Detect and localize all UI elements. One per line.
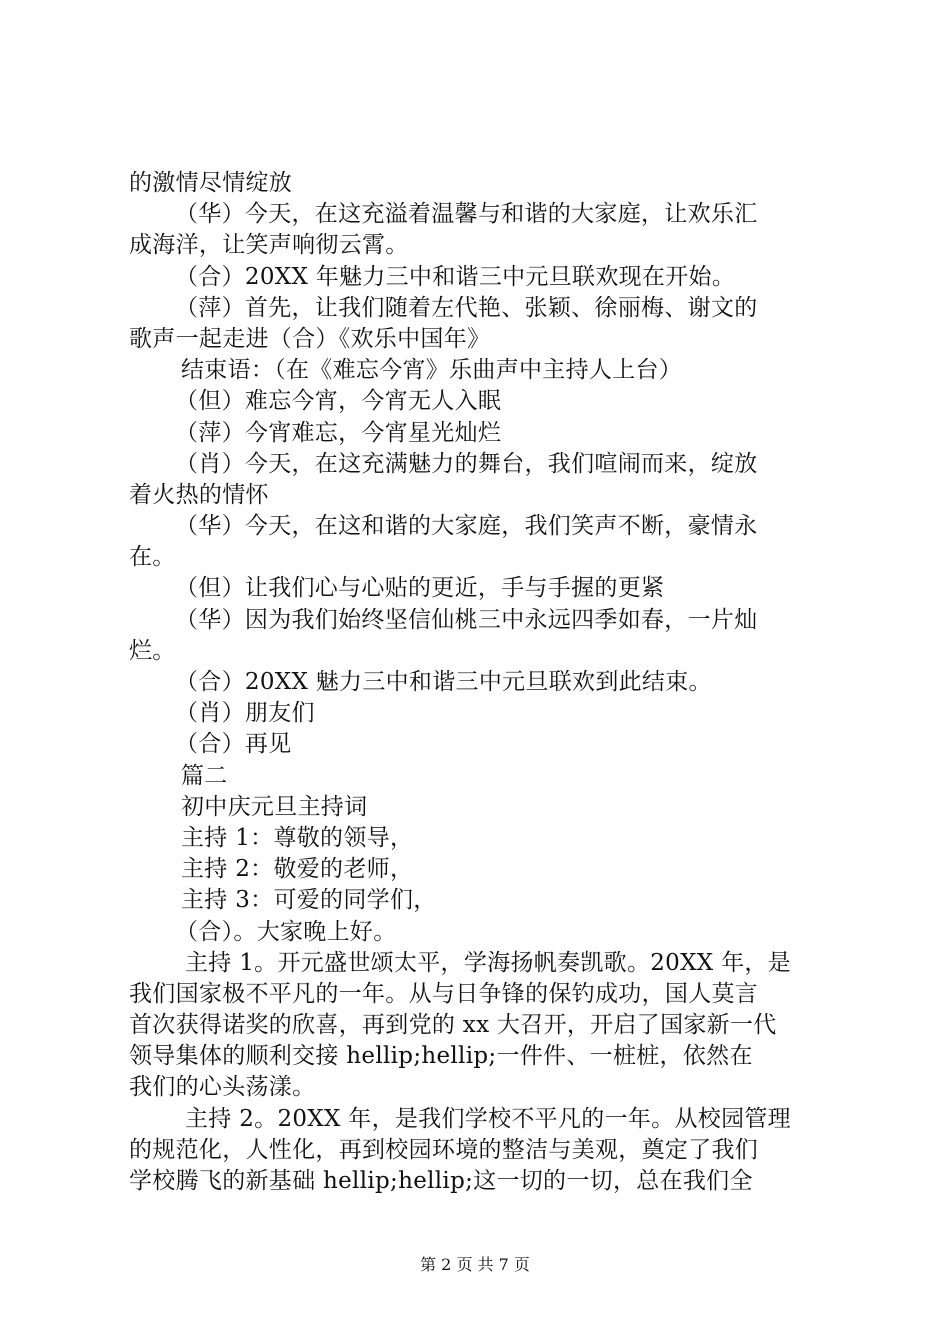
text-line: （萍）首先，让我们随着左代艳、张颖、徐丽梅、谢文的 bbox=[175, 294, 758, 321]
text-line: 烂。 bbox=[129, 637, 176, 664]
text-line: 的规范化，人性化，再到校园环境的整洁与美观，奠定了我们 bbox=[129, 1136, 759, 1163]
text-line: 主持 1。开元盛世颂太平，学海扬帆奏凯歌。20XX 年，是 bbox=[185, 949, 791, 976]
text-line: （肖）今天，在这充满魅力的舞台，我们喧闹而来，绽放 bbox=[175, 450, 758, 477]
text-line: （萍）今宵难忘，今宵星光灿烂 bbox=[175, 419, 502, 446]
text-line: （合）再见 bbox=[175, 731, 292, 758]
text-line: （合）。大家晚上好。 bbox=[175, 918, 397, 945]
section-title: 初中庆元旦主持词 bbox=[181, 793, 368, 820]
section-heading: 篇二 bbox=[181, 762, 228, 789]
text-line: 主持 2。20XX 年，是我们学校不平凡的一年。从校园管理 bbox=[185, 1105, 791, 1132]
text-line: 在。 bbox=[129, 544, 176, 571]
text-line: 主持 1：尊敬的领导， bbox=[181, 824, 414, 851]
text-line: 领导集体的顺利交接 hellip;hellip;一件件、一桩桩，依然在 bbox=[129, 1043, 753, 1070]
text-line: （华）因为我们始终坚信仙桃三中永远四季如春，一片灿 bbox=[175, 606, 758, 633]
text-line: （但）让我们心与心贴的更近，手与手握的更紧 bbox=[175, 575, 665, 602]
text-line: 主持 2：敬爱的老师， bbox=[181, 856, 414, 883]
text-line: 主持 3：可爱的同学们， bbox=[181, 887, 437, 914]
document-body bbox=[129, 168, 833, 1197]
text-line: （但）难忘今宵，今宵无人入眠 bbox=[175, 388, 502, 415]
text-line: 我们国家极不平凡的一年。从与日争锋的保钓成功，国人莫言 bbox=[129, 980, 759, 1007]
text-line: 我们的心头荡漾。 bbox=[129, 1074, 316, 1101]
text-line: （合）20XX 魅力三中和谐三中元旦联欢到此结束。 bbox=[175, 669, 712, 695]
text-line: 学校腾飞的新基础 hellip;hellip;这一切的一切，总在我们全 bbox=[129, 1168, 753, 1194]
text-line: 成海洋，让笑声响彻云霄。 bbox=[129, 232, 409, 259]
text-line: （肖）朋友们 bbox=[175, 700, 315, 727]
text-line: 歌声一起走进（合）《欢乐中国年》 bbox=[129, 325, 491, 352]
text-line: 着火热的情怀 bbox=[129, 481, 269, 508]
text-line: （合）20XX 年魅力三中和谐三中元旦联欢现在开始。 bbox=[175, 263, 736, 290]
text-line: 的激情尽情绽放 bbox=[129, 170, 293, 196]
text-line: （华）今天，在这和谐的大家庭，我们笑声不断，豪情永 bbox=[175, 513, 758, 540]
text-line: 首次获得诺奖的欣喜，再到党的 xx 大召开，开启了国家新一代 bbox=[129, 1012, 777, 1039]
page-footer: 第 2 页 共 7 页 bbox=[420, 1255, 530, 1274]
text-line: 结束语：（在《难忘今宵》乐曲声中主持人上台） bbox=[181, 357, 683, 384]
text-line: （华）今天，在这充溢着温馨与和谐的大家庭，让欢乐汇 bbox=[175, 201, 758, 228]
